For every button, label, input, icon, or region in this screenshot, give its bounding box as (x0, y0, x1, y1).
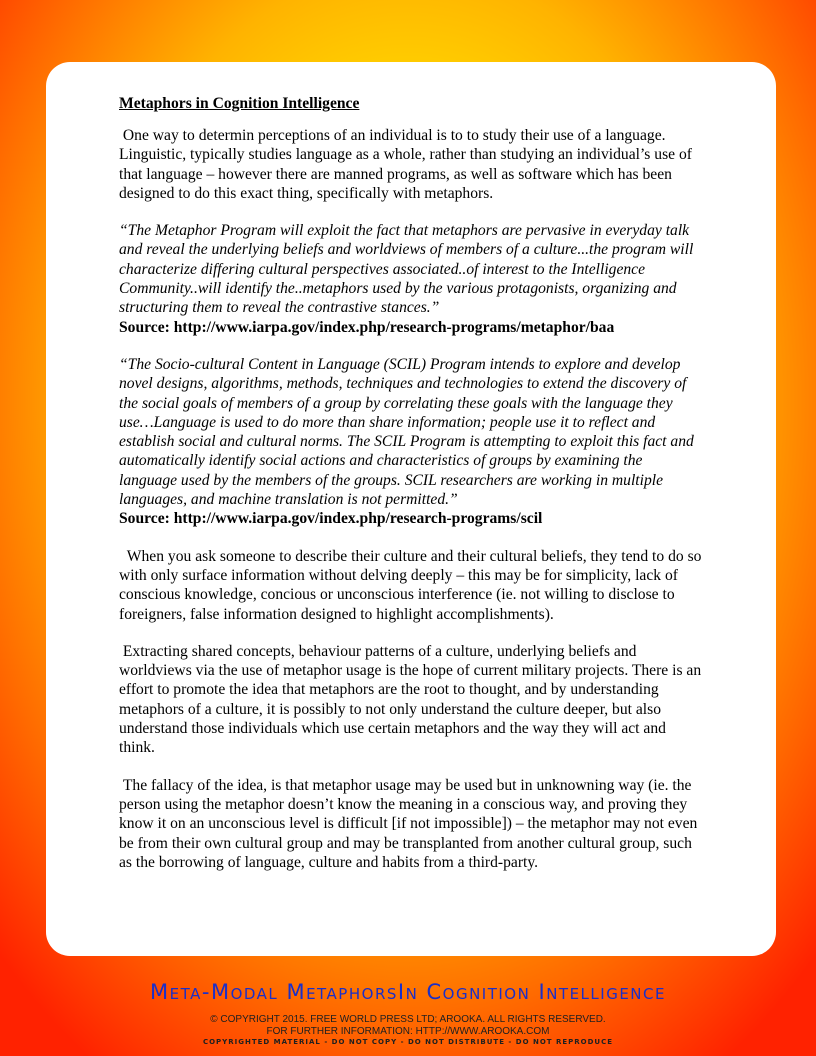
footer-title: Meta-Modal MetaphorsIn Cognition Intelligence (150, 980, 666, 1004)
paragraph-culture: When you ask someone to describe their culture and their cultural beliefs, they tend to do so with only surface information without delving deeply – this may be for simplicity, lack of conscious knowledge, concious or unconscious interference (ie. not willing to disclose to foreigners, false information designed to highlight accomplishments). (119, 547, 706, 623)
paragraph-fallacy: The fallacy of the idea, is that metaphor usage may be used but in unknowning way (ie. the person using the metaphor doesn’t know the meaning in a conscious way, and proving they know it on an unconscious level is difficult [if not impossible]) – the metaphor may not even be from their own cultural group and may be transplanted from another cultural group, such as the borrowing of language, culture and habits from a third-party. (119, 776, 702, 871)
footer-copyright: © COPYRIGHT 2015. FREE WORLD PRESS LTD; AROOKA. ALL RIGHTS RESERVED. (210, 1014, 606, 1025)
quote-metaphor-program: “The Metaphor Program will exploit the fact that metaphors are pervasive in everyday talk and reveal the underlying beliefs and worldviews of members of a culture...the program will characterize differing cultural perspectives associated..of interest to the Intelligence Community..will identify the..metaphors used by the various protagonists, organizing and structuring them to reveal the contrastive stances.” (119, 222, 694, 317)
paragraph-intro: One way to determin perceptions of an individual is to to study their use of a language. Linguistic, typically studies language as a whole, rather than studying an individual’s use of that language – however there are manned programs, as well as software which has been designed to do this exact thing, specifically with metaphors. (119, 127, 696, 202)
document-title: Metaphors in Cognition Intelligence (119, 95, 360, 112)
quote-scil-program: “The Socio-cultural Content in Language (SCIL) Program intends to explore and develop novel designs, algorithms, methods, techniques and technologies to extend the discovery of the social goals of members of a group by correlating these goals with the language they use…Language is used to do more than share information; people use it to reflect and establish social and cultural norms. The SCIL Program is attempting to exploit this fact and automatically identify social actions and characteristics of groups by examining the language used by the members of the groups. SCIL researchers are working in multiple languages, and machine translation is not permitted.” (119, 355, 694, 509)
footer-notice: COPYRIGHTED MATERIAL - DO NOT COPY - DO NOT DISTRIBUTE - DO NOT REPRODUCE (202, 1038, 614, 1046)
source-metaphor-program: Source: http://www.iarpa.gov/index.php/research-programs/metaphor/baa (119, 318, 615, 336)
source-scil-program: Source: http://www.iarpa.gov/index.php/research-programs/scil (119, 510, 543, 528)
paragraph-extracting: Extracting shared concepts, behaviour patterns of a culture, underlying beliefs and worldviews via the use of metaphor usage is the hope of current military projects. There is an effort to promote the idea that metaphors are the root to thought, and by understanding metaphors of a culture, it is possibly to not only understand the culture deeper, but also understand those individuals which use certain metaphors and the way they will act and think. (119, 642, 706, 757)
document-card (46, 62, 776, 956)
footer-info-link: FOR FURTHER INFORMATION: HTTP://WWW.AROOKA.COM (266, 1026, 550, 1037)
